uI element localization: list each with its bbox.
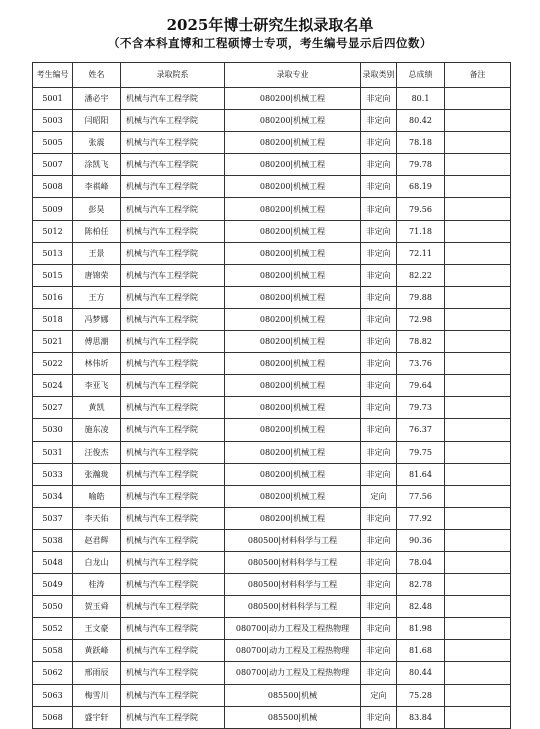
table-row — [33, 375, 511, 397]
cell-id: 5058 — [33, 640, 73, 662]
table-row — [33, 286, 511, 308]
table-row — [33, 596, 511, 618]
cell-id: 5009 — [33, 198, 73, 220]
cell-name: 王文豪 — [73, 618, 121, 640]
cell-major: 080500|材料科学与工程 — [225, 529, 361, 551]
cell-score: 90.36 — [397, 529, 445, 551]
table-row — [33, 706, 511, 728]
table-row — [33, 551, 511, 573]
header-dept: 录取院系 — [121, 63, 225, 88]
admission-table — [32, 62, 511, 729]
cell-id: 5018 — [33, 308, 73, 330]
cell-score: 73.76 — [397, 353, 445, 375]
cell-score: 76.37 — [397, 419, 445, 441]
table-row — [33, 198, 511, 220]
cell-score: 79.64 — [397, 375, 445, 397]
cell-type: 非定向 — [361, 198, 397, 220]
cell-note — [445, 618, 511, 640]
cell-note — [445, 397, 511, 419]
cell-type: 非定向 — [361, 596, 397, 618]
cell-id: 5013 — [33, 242, 73, 264]
cell-major: 080200|机械工程 — [225, 154, 361, 176]
cell-id: 5001 — [33, 88, 73, 110]
cell-id: 5052 — [33, 618, 73, 640]
header-type: 录取类别 — [361, 63, 397, 88]
cell-name: 白龙山 — [73, 551, 121, 573]
cell-major: 085500|机械 — [225, 684, 361, 706]
cell-score: 77.92 — [397, 507, 445, 529]
cell-score: 80.42 — [397, 110, 445, 132]
cell-dept: 机械与汽车工程学院 — [121, 198, 225, 220]
cell-major: 080200|机械工程 — [225, 397, 361, 419]
table-row — [33, 264, 511, 286]
cell-id: 5068 — [33, 706, 73, 728]
cell-name: 王方 — [73, 286, 121, 308]
cell-note — [445, 353, 511, 375]
cell-note — [445, 308, 511, 330]
cell-dept: 机械与汽车工程学院 — [121, 264, 225, 286]
cell-id: 5024 — [33, 375, 73, 397]
cell-name: 黄凯 — [73, 397, 121, 419]
cell-name: 冯梦娜 — [73, 308, 121, 330]
table-row — [33, 574, 511, 596]
cell-name: 李天佑 — [73, 507, 121, 529]
cell-type: 非定向 — [361, 286, 397, 308]
cell-major: 085500|机械 — [225, 706, 361, 728]
cell-type: 非定向 — [361, 397, 397, 419]
table-row — [33, 331, 511, 353]
cell-name: 桂涛 — [73, 574, 121, 596]
cell-note — [445, 441, 511, 463]
cell-dept: 机械与汽车工程学院 — [121, 176, 225, 198]
cell-major: 080500|材料科学与工程 — [225, 551, 361, 573]
cell-score: 77.56 — [397, 485, 445, 507]
cell-note — [445, 264, 511, 286]
cell-score: 82.48 — [397, 596, 445, 618]
cell-type: 非定向 — [361, 88, 397, 110]
cell-type: 非定向 — [361, 154, 397, 176]
table-row — [33, 640, 511, 662]
cell-note — [445, 375, 511, 397]
cell-dept: 机械与汽车工程学院 — [121, 331, 225, 353]
table-row — [33, 397, 511, 419]
cell-note — [445, 463, 511, 485]
cell-note — [445, 574, 511, 596]
cell-id: 5008 — [33, 176, 73, 198]
cell-dept: 机械与汽车工程学院 — [121, 640, 225, 662]
cell-type: 非定向 — [361, 220, 397, 242]
cell-score: 81.64 — [397, 463, 445, 485]
table-row — [33, 507, 511, 529]
cell-score: 80.1 — [397, 88, 445, 110]
cell-score: 81.68 — [397, 640, 445, 662]
cell-type: 非定向 — [361, 132, 397, 154]
cell-note — [445, 88, 511, 110]
cell-note — [445, 706, 511, 728]
cell-id: 5062 — [33, 662, 73, 684]
cell-score: 83.84 — [397, 706, 445, 728]
cell-major: 080200|机械工程 — [225, 308, 361, 330]
cell-score: 71.18 — [397, 220, 445, 242]
cell-id: 5038 — [33, 529, 73, 551]
cell-name: 李亚飞 — [73, 375, 121, 397]
cell-major: 080200|机械工程 — [225, 110, 361, 132]
table-row — [33, 463, 511, 485]
cell-name: 潘必宇 — [73, 88, 121, 110]
cell-type: 定向 — [361, 684, 397, 706]
cell-dept: 机械与汽车工程学院 — [121, 529, 225, 551]
cell-id: 5048 — [33, 551, 73, 573]
cell-major: 080200|机械工程 — [225, 375, 361, 397]
cell-type: 非定向 — [361, 662, 397, 684]
cell-type: 非定向 — [361, 507, 397, 529]
cell-major: 080700|动力工程及工程热物理 — [225, 640, 361, 662]
cell-id: 5034 — [33, 485, 73, 507]
header-major: 录取专业 — [225, 63, 361, 88]
cell-note — [445, 132, 511, 154]
cell-dept: 机械与汽车工程学院 — [121, 308, 225, 330]
cell-major: 080700|动力工程及工程热物理 — [225, 662, 361, 684]
cell-major: 080200|机械工程 — [225, 198, 361, 220]
cell-type: 非定向 — [361, 463, 397, 485]
cell-major: 080500|材料科学与工程 — [225, 596, 361, 618]
cell-major: 080500|材料科学与工程 — [225, 574, 361, 596]
cell-note — [445, 419, 511, 441]
table-row — [33, 353, 511, 375]
cell-type: 非定向 — [361, 419, 397, 441]
cell-dept: 机械与汽车工程学院 — [121, 353, 225, 375]
cell-major: 080200|机械工程 — [225, 485, 361, 507]
header-note: 备注 — [445, 63, 511, 88]
cell-dept: 机械与汽车工程学院 — [121, 618, 225, 640]
table-row — [33, 618, 511, 640]
cell-dept: 机械与汽车工程学院 — [121, 463, 225, 485]
cell-score: 80.44 — [397, 662, 445, 684]
table-row — [33, 154, 511, 176]
cell-dept: 机械与汽车工程学院 — [121, 375, 225, 397]
cell-type: 非定向 — [361, 331, 397, 353]
cell-major: 080200|机械工程 — [225, 463, 361, 485]
cell-note — [445, 198, 511, 220]
cell-dept: 机械与汽车工程学院 — [121, 507, 225, 529]
cell-note — [445, 662, 511, 684]
cell-name: 赵君辉 — [73, 529, 121, 551]
cell-score: 78.04 — [397, 551, 445, 573]
cell-dept: 机械与汽车工程学院 — [121, 397, 225, 419]
cell-major: 080200|机械工程 — [225, 286, 361, 308]
table-row — [33, 662, 511, 684]
table-row — [33, 529, 511, 551]
cell-major: 080200|机械工程 — [225, 132, 361, 154]
table-row — [33, 419, 511, 441]
document-title: 2025年博士研究生拟录取名单 — [166, 16, 374, 34]
cell-dept: 机械与汽车工程学院 — [121, 110, 225, 132]
cell-score: 82.78 — [397, 574, 445, 596]
cell-name: 梅雪川 — [73, 684, 121, 706]
cell-name: 李祺峰 — [73, 176, 121, 198]
cell-note — [445, 154, 511, 176]
cell-score: 79.56 — [397, 198, 445, 220]
cell-major: 080200|机械工程 — [225, 220, 361, 242]
cell-note — [445, 485, 511, 507]
cell-name: 王景 — [73, 242, 121, 264]
table-row — [33, 88, 511, 110]
cell-type: 非定向 — [361, 706, 397, 728]
cell-score: 81.98 — [397, 618, 445, 640]
cell-name: 黄跃峰 — [73, 640, 121, 662]
cell-major: 080200|机械工程 — [225, 353, 361, 375]
cell-type: 非定向 — [361, 640, 397, 662]
cell-note — [445, 220, 511, 242]
cell-major: 080200|机械工程 — [225, 441, 361, 463]
cell-score: 78.18 — [397, 132, 445, 154]
cell-dept: 机械与汽车工程学院 — [121, 441, 225, 463]
cell-dept: 机械与汽车工程学院 — [121, 706, 225, 728]
cell-score: 72.98 — [397, 308, 445, 330]
cell-note — [445, 640, 511, 662]
cell-name: 林伟圻 — [73, 353, 121, 375]
header-score: 总成绩 — [397, 63, 445, 88]
cell-major: 080200|机械工程 — [225, 419, 361, 441]
cell-type: 非定向 — [361, 308, 397, 330]
cell-type: 非定向 — [361, 551, 397, 573]
cell-name: 邢雨辰 — [73, 662, 121, 684]
cell-id: 5005 — [33, 132, 73, 154]
cell-type: 非定向 — [361, 529, 397, 551]
cell-name: 闫昭阳 — [73, 110, 121, 132]
cell-id: 5033 — [33, 463, 73, 485]
cell-id: 5049 — [33, 574, 73, 596]
cell-note — [445, 110, 511, 132]
table-row — [33, 176, 511, 198]
cell-note — [445, 529, 511, 551]
cell-score: 68.19 — [397, 176, 445, 198]
table-row — [33, 485, 511, 507]
table-row — [33, 110, 511, 132]
cell-major: 080700|动力工程及工程热物理 — [225, 618, 361, 640]
cell-major: 080200|机械工程 — [225, 264, 361, 286]
cell-type: 非定向 — [361, 618, 397, 640]
cell-type: 非定向 — [361, 375, 397, 397]
cell-id: 5022 — [33, 353, 73, 375]
cell-dept: 机械与汽车工程学院 — [121, 242, 225, 264]
cell-id: 5016 — [33, 286, 73, 308]
cell-name: 张瀚珑 — [73, 463, 121, 485]
cell-dept: 机械与汽车工程学院 — [121, 286, 225, 308]
document-subtitle: （不含本科直博和工程硕博士专项，考生编号显示后四位数） — [108, 36, 432, 50]
cell-id: 5063 — [33, 684, 73, 706]
cell-name: 傅思潮 — [73, 331, 121, 353]
cell-id: 5012 — [33, 220, 73, 242]
cell-score: 82.22 — [397, 264, 445, 286]
cell-score: 79.78 — [397, 154, 445, 176]
cell-dept: 机械与汽车工程学院 — [121, 662, 225, 684]
cell-name: 涂凯飞 — [73, 154, 121, 176]
cell-type: 非定向 — [361, 353, 397, 375]
cell-dept: 机械与汽车工程学院 — [121, 574, 225, 596]
table-row — [33, 242, 511, 264]
cell-note — [445, 551, 511, 573]
cell-name: 贺玉舜 — [73, 596, 121, 618]
cell-note — [445, 684, 511, 706]
cell-dept: 机械与汽车工程学院 — [121, 132, 225, 154]
cell-name: 盛宇轩 — [73, 706, 121, 728]
cell-major: 080200|机械工程 — [225, 331, 361, 353]
cell-score: 79.75 — [397, 441, 445, 463]
cell-id: 5015 — [33, 264, 73, 286]
cell-type: 定向 — [361, 485, 397, 507]
cell-name: 唐锦荣 — [73, 264, 121, 286]
cell-id: 5031 — [33, 441, 73, 463]
cell-note — [445, 176, 511, 198]
header-name: 姓名 — [73, 63, 121, 88]
cell-type: 非定向 — [361, 441, 397, 463]
cell-id: 5030 — [33, 419, 73, 441]
cell-name: 陈柏任 — [73, 220, 121, 242]
cell-score: 78.82 — [397, 331, 445, 353]
cell-id: 5007 — [33, 154, 73, 176]
table-row — [33, 132, 511, 154]
cell-major: 080200|机械工程 — [225, 176, 361, 198]
cell-name: 喻皓 — [73, 485, 121, 507]
cell-name: 施东凌 — [73, 419, 121, 441]
cell-type: 非定向 — [361, 110, 397, 132]
cell-type: 非定向 — [361, 242, 397, 264]
cell-name: 彭昊 — [73, 198, 121, 220]
table-row — [33, 220, 511, 242]
cell-note — [445, 331, 511, 353]
cell-id: 5050 — [33, 596, 73, 618]
cell-dept: 机械与汽车工程学院 — [121, 88, 225, 110]
cell-note — [445, 286, 511, 308]
cell-score: 72.11 — [397, 242, 445, 264]
cell-type: 非定向 — [361, 176, 397, 198]
cell-note — [445, 507, 511, 529]
cell-id: 5027 — [33, 397, 73, 419]
cell-score: 79.73 — [397, 397, 445, 419]
table-row — [33, 441, 511, 463]
cell-note — [445, 596, 511, 618]
cell-major: 080200|机械工程 — [225, 242, 361, 264]
cell-score: 79.88 — [397, 286, 445, 308]
table-row — [33, 308, 511, 330]
table-body — [33, 88, 511, 729]
cell-id: 5003 — [33, 110, 73, 132]
cell-dept: 机械与汽车工程学院 — [121, 684, 225, 706]
cell-id: 5037 — [33, 507, 73, 529]
header-id: 考生编号 — [33, 63, 73, 88]
table-header-row — [33, 63, 511, 88]
cell-note — [445, 242, 511, 264]
cell-name: 汪俊杰 — [73, 441, 121, 463]
cell-major: 080200|机械工程 — [225, 507, 361, 529]
table-row — [33, 684, 511, 706]
cell-dept: 机械与汽车工程学院 — [121, 154, 225, 176]
cell-dept: 机械与汽车工程学院 — [121, 220, 225, 242]
cell-type: 非定向 — [361, 574, 397, 596]
cell-major: 080200|机械工程 — [225, 88, 361, 110]
cell-dept: 机械与汽车工程学院 — [121, 485, 225, 507]
cell-dept: 机械与汽车工程学院 — [121, 551, 225, 573]
cell-id: 5021 — [33, 331, 73, 353]
cell-name: 张震 — [73, 132, 121, 154]
cell-score: 75.28 — [397, 684, 445, 706]
cell-dept: 机械与汽车工程学院 — [121, 596, 225, 618]
cell-type: 非定向 — [361, 264, 397, 286]
cell-dept: 机械与汽车工程学院 — [121, 419, 225, 441]
